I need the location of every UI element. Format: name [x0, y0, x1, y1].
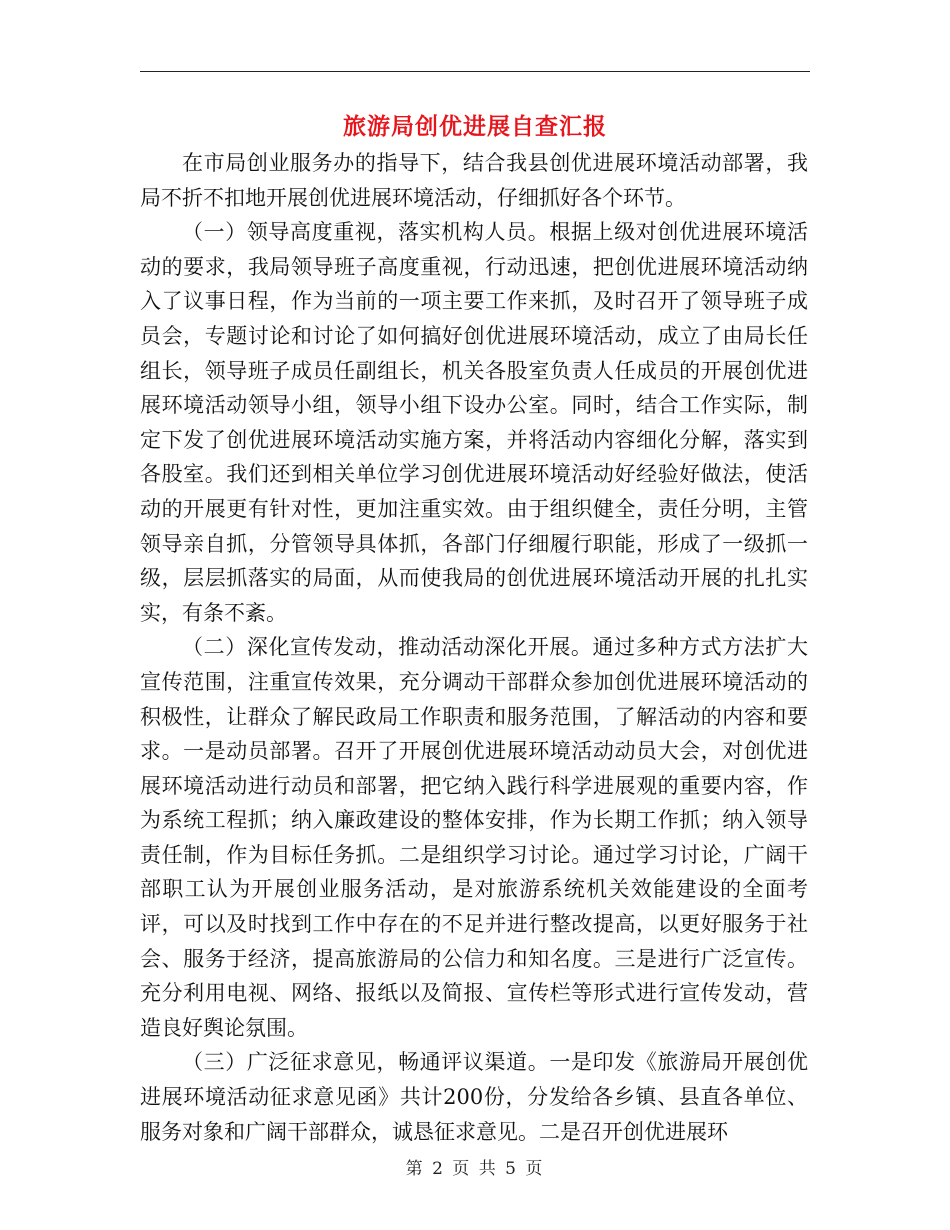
header-rule [140, 71, 810, 72]
intro-paragraph: 在市局创业服务办的指导下，结合我县创优进展环境活动部署，我局不折不扣地开展创优进展环境活动，仔细抓好各个环节。 [140, 151, 808, 210]
section-2-paragraph: （二）深化宣传发动，推动活动深化开展。通过多种方式方法扩大宣传范围，注重宣传效果，充分调动干部群众参加创优进展环境活动的积极性，让群众了解民政局工作职责和服务范围，了解活动的内容和要求。一是动员部署。召开了开展创优进展环境活动动员大会，对创优进展环境活动进行动员和部署，把它纳入践行科学进展观的重要内容，作为系统工程抓；纳入廉政建设的整体安排，作为长期工作抓；纳入领导责任制，作为目标任务抓。二是组织学习讨论。通过学习讨论，广阔干部职工认为开展创业服务活动，是对旅游系统机关效能建设的全面考评，可以及时找到工作中存在的不足并进行整改提高，以更好服务于社会、服务于经济，提高旅游局的公信力和知名度。三是进行广泛宣传。充分利用电视、网络、报纸以及简报、宣传栏等形式进行宣传发动，营造良好舆论氛围。 [140, 635, 808, 1040]
document-body [140, 146, 808, 1149]
section-1-paragraph: （一）领导高度重视，落实机构人员。根据上级对创优进展环境活动的要求，我局领导班子高度重视，行动迅速，把创优进展环境活动纳入了议事日程，作为当前的一项主要工作来抓，及时召开了领导班子成员会，专题讨论和讨论了如何搞好创优进展环境活动，成立了由局长任组长，领导班子成员任副组长，机关各股室负责人任成员的开展创优进展环境活动领导小组，领导小组下设办公室。同时，结合工作实际，制定下发了创优进展环境活动实施方案，并将活动内容细化分解，落实到各股室。我们还到相关单位学习创优进展环境活动好经验好做法，使活动的开展更有针对性，更加注重实效。由于组织健全，责任分明，主管领导亲自抓，分管领导具体抓，各部门仔细履行职能，形成了一级抓一级，层层抓落实的局面，从而使我局的创优进展环境活动开展的扎扎实实，有条不紊。 [140, 220, 808, 625]
document-title: 旅游局创优进展自查汇报 [343, 113, 607, 140]
section-3-paragraph: （三）广泛征求意见，畅通评议渠道。一是印发《旅游局开展创优进展环境活动征求意见函》共计200份，分发给各乡镇、县直各单位、服务对象和广阔干部群众，诚恳征求意见。二是召开创优进展环 [140, 1050, 808, 1144]
page-number-footer: 第 2 页 共 5 页 [405, 1159, 545, 1179]
